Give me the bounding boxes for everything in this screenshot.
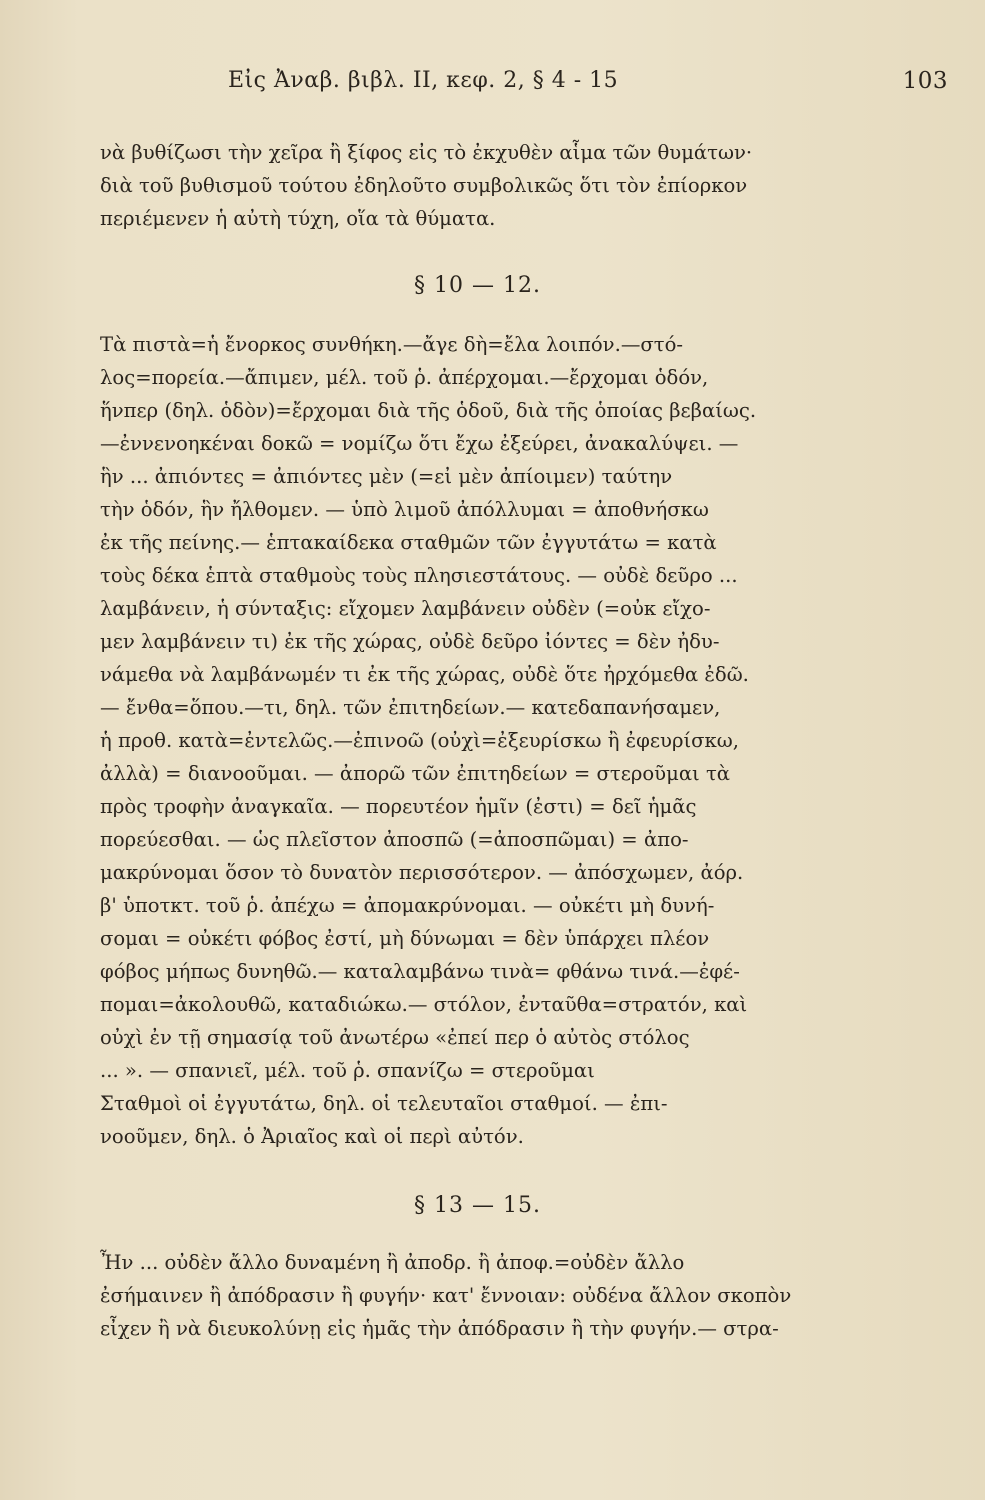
- text-line: νοοῦμεν, δηλ. ὁ Ἀριαῖος καὶ οἱ περὶ αὐτόν.: [100, 1125, 524, 1148]
- text-line: ἐσήμαινεν ἢ ἀπόδρασιν ἢ φυγήν· κατ' ἔννοιαν: οὐδένα ἄλλον σκοπὸν: [100, 1284, 792, 1307]
- text-line: εἶχεν ἢ νὰ διευκολύνῃ εἰς ἡμᾶς τὴν ἀπόδρασιν ἢ τὴν φυγήν.— στρα-: [100, 1317, 779, 1340]
- section-body: [100, 1246, 855, 1345]
- text-line: ἀλλὰ) = διανοοῦμαι. — ἀπορῶ τῶν ἐπιτηδείων = στεροῦμαι τὰ: [100, 762, 731, 785]
- text-line: ἥνπερ (δηλ. ὁδὸν)=ἔρχομαι διὰ τῆς ὁδοῦ, διὰ τῆς ὁποίας βεβαίως.: [100, 399, 757, 422]
- text-line: οὐχὶ ἐν τῇ σημασίᾳ τοῦ ἀνωτέρω «ἐπεί περ ὁ αὐτὸς στόλος: [100, 1026, 690, 1049]
- text-line: Ἦν ... οὐδὲν ἄλλο δυναμένη ἢ ἀποδρ. ἢ ἀποφ.=οὐδὲν ἄλλο: [100, 1251, 685, 1274]
- text-line: μακρύνομαι ὅσον τὸ δυνατὸν περισσότερον. — ἀπόσχωμεν, ἀόρ.: [100, 861, 744, 884]
- section-body: [100, 328, 855, 1153]
- text-line: ἡ προθ. κατὰ=ἐντελῶς.—ἐπινοῶ (οὐχὶ=ἐξευρίσκω ἢ ἐφευρίσκω,: [100, 729, 739, 752]
- text-line: λαμβάνειν, ἡ σύνταξις: εἴχομεν λαμβάνειν οὐδὲν (=οὐκ εἴχο-: [100, 597, 711, 620]
- text-line: νάμεθα νὰ λαμβάνωμέν τι ἐκ τῆς χώρας, οὐδὲ ὅτε ἠρχόμεθα ἐδῶ.: [100, 663, 749, 686]
- running-head: [100, 60, 948, 100]
- text-line: λος=πορεία.—ἄπιμεν, μέλ. τοῦ ῥ. ἀπέρχομαι.—ἔρχομαι ὁδόν,: [100, 366, 709, 389]
- section-heading: § 13 — 15.: [414, 1193, 541, 1218]
- text-line: πορεύεσθαι. — ὡς πλεῖστον ἀποσπῶ (=ἀποσπῶμαι) = ἀπο-: [100, 828, 689, 851]
- text-line: Σταθμοὶ οἱ ἐγγυτάτω, δηλ. οἱ τελευταῖοι σταθμοί. — ἐπι-: [100, 1092, 668, 1115]
- text-line: διὰ τοῦ βυθισμοῦ τούτου ἐδηλοῦτο συμβολικῶς ὅτι τὸν ἐπίορκον: [100, 174, 748, 197]
- text-line: τὴν ὁδόν, ἣν ἤλθομεν. — ὑπὸ λιμοῦ ἀπόλλυμαι = ἀποθνήσκω: [100, 498, 709, 521]
- page-number: 103: [902, 68, 948, 94]
- text-line: περιέμενεν ἡ αὐτὴ τύχη, οἵα τὰ θύματα.: [100, 207, 496, 230]
- text-line: — ἔνθα=ὅπου.—τι, δηλ. τῶν ἐπιτηδείων.— κατεδαπανήσαμεν,: [100, 696, 721, 719]
- section-heading: § 10 — 12.: [414, 273, 541, 298]
- text-line: ἣν ... ἀπιόντες = ἀπιόντες μὲν (=εἰ μὲν ἀπίοιμεν) ταύτην: [100, 465, 673, 488]
- text-line: ... ». — σπανιεῖ, μέλ. τοῦ ῥ. σπανίζω = στεροῦμαι: [100, 1059, 595, 1082]
- text-line: σομαι = οὐκέτι φόβος ἐστί, μὴ δύνωμαι = δὲν ὑπάρχει πλέον: [100, 927, 710, 950]
- text-line: —ἐννενοηκέναι δοκῶ = νομίζω ὅτι ἔχω ἐξεύρει, ἀνακαλύψει. —: [100, 432, 739, 455]
- text-line: Τὰ πιστὰ=ἡ ἔνορκος συνθήκη.—ἄγε δὴ=ἔλα λοιπόν.—στό-: [100, 333, 684, 356]
- text-line: β' ὑποτκτ. τοῦ ῥ. ἀπέχω = ἀπομακρύνομαι. — οὐκέτι μὴ δυνή-: [100, 894, 715, 917]
- intro-paragraph: [100, 136, 855, 235]
- text-line: νὰ βυθίζωσι τὴν χεῖρα ἢ ξίφος εἰς τὸ ἐκχυθὲν αἷμα τῶν θυμάτων·: [100, 141, 753, 164]
- text-line: μεν λαμβάνειν τι) ἐκ τῆς χώρας, οὐδὲ δεῦρο ἰόντες = δὲν ἠδυ-: [100, 630, 720, 653]
- text-line: φόβος μήπως δυνηθῶ.— καταλαμβάνω τινὰ= φθάνω τινά.—ἐφέ-: [100, 960, 740, 983]
- running-title: Εἰς Ἀναβ. βιβλ. ΙΙ, κεφ. 2, § 4 - 15: [228, 68, 619, 93]
- text-line: ἐκ τῆς πείνης.— ἑπτακαίδεκα σταθμῶν τῶν ἐγγυτάτω = κατὰ: [100, 531, 717, 554]
- text-line: πομαι=ἀκολουθῶ, καταδιώκω.— στόλον, ἐνταῦθα=στρατόν, καὶ: [100, 993, 748, 1016]
- text-line: πρὸς τροφὴν ἀναγκαῖα. — πορευτέον ἡμῖν (ἐστι) = δεῖ ἡμᾶς: [100, 795, 697, 818]
- text-line: τοὺς δέκα ἑπτὰ σταθμοὺς τοὺς πλησιεστάτους. — οὐδὲ δεῦρο ...: [100, 564, 738, 587]
